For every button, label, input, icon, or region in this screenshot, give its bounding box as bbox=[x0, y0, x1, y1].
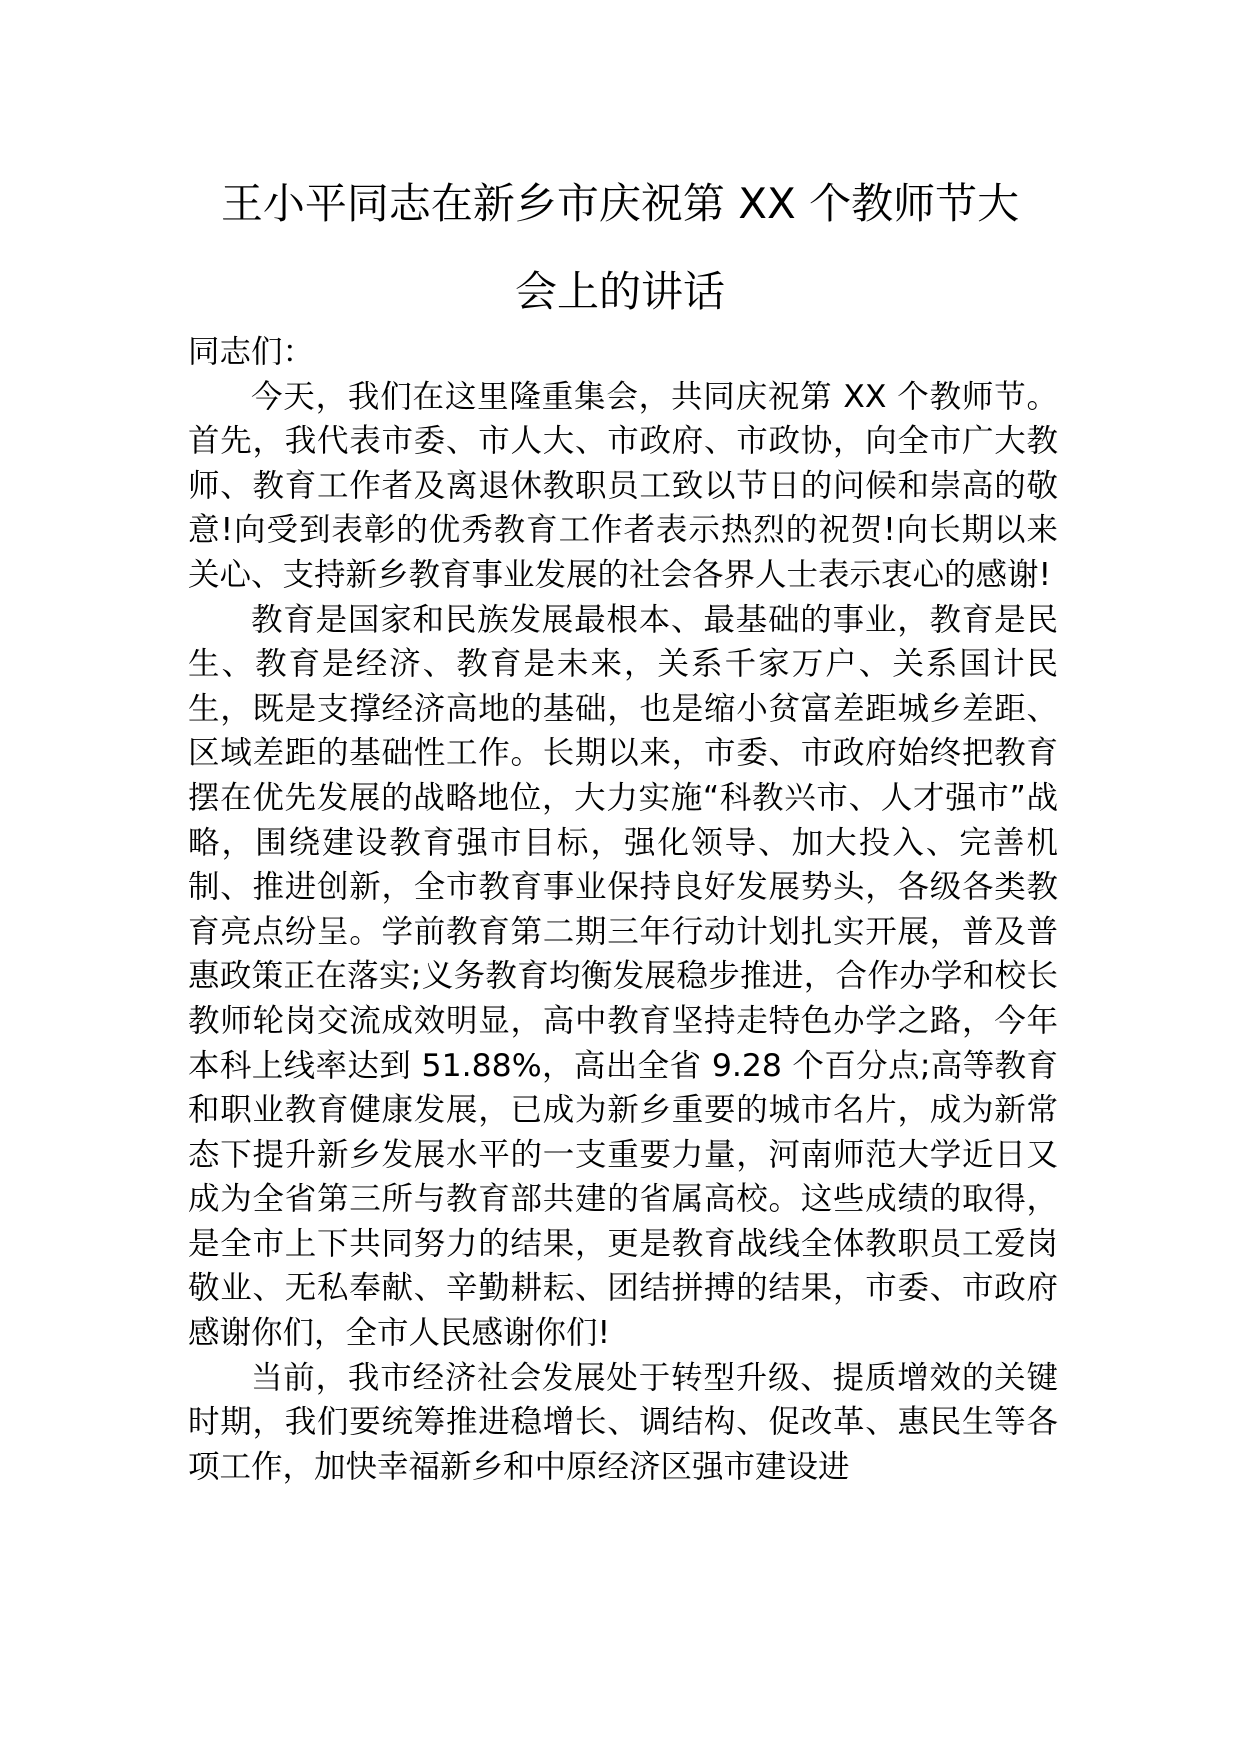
document-title-line-2: 会上的讲话 bbox=[514, 267, 725, 316]
document-title-line-1: 王小平同志在新乡市庆祝第 XX 个教师节大 bbox=[220, 179, 1020, 228]
salutation: 同志们： bbox=[188, 334, 315, 370]
paragraph-2: 教育是国家和民族发展最根本、最基础的事业，教育是民生、教育是经济、教育是未来，关系千家万户、关系国计民生，既是支撑经济高地的基础，也是缩小贫富差距城乡差距、区域差距的基础性工作。长期以来，市委、市政府始终把教育摆在优先发展的战略地位，大力实施“科教兴市、人才强市”战略，围绕建设教育强市目标，强化领导、加大投入、完善机制、推进创新，全市教育事业保持良好发展势头，各级各类教育亮点纷呈。学前教育第二期三年行动计划扎实开展，普及普惠政策正在落实;义务教育均衡发展稳步推进，合作办学和校长教师轮岗交流成效明显，高中教育坚持走特色办学之路，今年本科上线率达到 51.88%，高出全省 9.28 个百分点;高等教育和职业教育健康发展，已成为新乡重要的城市名片，成为新常态下提升新乡发展水平的一支重要力量，河南师范大学近日又成为全省第三所与教育部共建的省属高校。这些成绩的取得，是全市上下共同努力的结果，更是教育战线全体教职员工爱岗敬业、无私奉献、辛勤耕耘、团结拼搏的结果，市委、市政府感谢你们，全市人民感谢你们! bbox=[188, 601, 1058, 1352]
paragraph-1: 今天，我们在这里隆重集会，共同庆祝第 XX 个教师节。首先，我代表市委、市人大、市政府、市政协，向全市广大教师、教育工作者及离退休教职员工致以节日的问候和崇高的敬意!向受到表彰的优秀教育工作者表示热烈的祝贺!向长期以来关心、支持新乡教育事业发展的社会各界人士表示衷心的感谢! bbox=[188, 378, 1058, 593]
paragraph-3: 当前，我市经济社会发展处于转型升级、提质增效的关键时期，我们要统筹推进稳增长、调结构、促改革、惠民生等各项工作，加快幸福新乡和中原经济区强市建设进 bbox=[188, 1359, 1058, 1485]
document-body bbox=[188, 330, 1058, 1489]
